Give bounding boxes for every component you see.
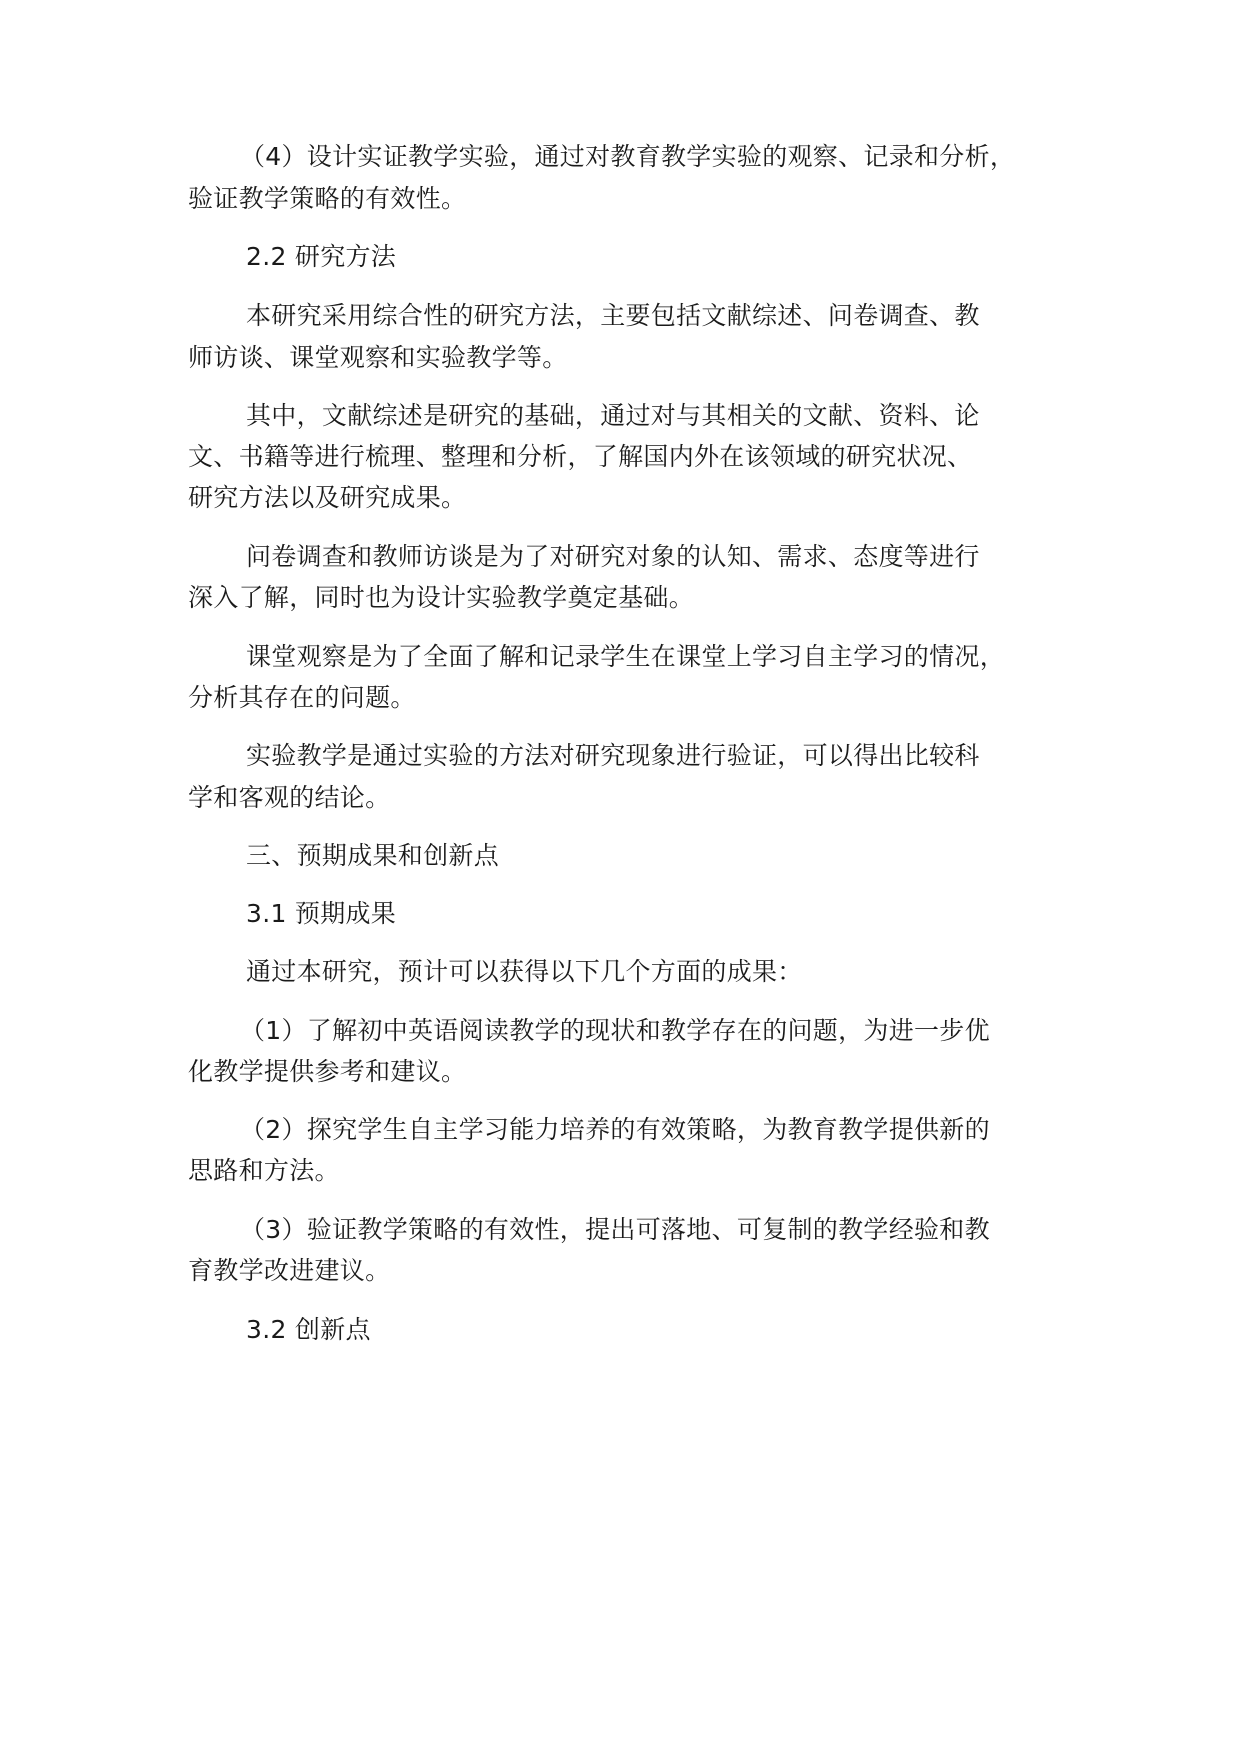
paragraph-line: （3）验证教学策略的有效性，提出可落地、可复制的教学经验和教 — [240, 1215, 990, 1244]
paragraph-line: （1）了解初中英语阅读教学的现状和教学存在的问题，为进一步优 — [240, 1016, 990, 1045]
paragraph-line: （2）探究学生自主学习能力培养的有效策略，为教育教学提供新的 — [240, 1115, 990, 1144]
paragraph-line: 问卷调查和教师访谈是为了对研究对象的认知、需求、态度等进行 — [246, 542, 980, 571]
section-heading: 三、预期成果和创新点 — [246, 841, 500, 870]
section-heading: 3.2 创新点 — [246, 1315, 371, 1344]
paragraph-line: 课堂观察是为了全面了解和记录学生在课堂上学习自主学习的情况， — [246, 642, 1006, 671]
paragraph-line: 文、书籍等进行梳理、整理和分析，了解国内外在该领域的研究状况、 — [188, 442, 973, 471]
paragraph-line: 通过本研究，预计可以获得以下几个方面的成果： — [246, 957, 803, 986]
section-heading: 2.2 研究方法 — [246, 242, 397, 271]
paragraph-line: 育教学改进建议。 — [188, 1256, 391, 1285]
paragraph-line: 深入了解，同时也为设计实验教学奠定基础。 — [188, 583, 695, 612]
paragraph-line: 实验教学是通过实验的方法对研究现象进行验证，可以得出比较科 — [246, 741, 980, 770]
section-heading: 3.1 预期成果 — [246, 899, 397, 928]
paragraph-line: 思路和方法。 — [188, 1156, 340, 1185]
paragraph-line: 其中，文献综述是研究的基础，通过对与其相关的文献、资料、论 — [246, 401, 980, 430]
paragraph-line: 验证教学策略的有效性。 — [188, 184, 467, 213]
paragraph-line: 研究方法以及研究成果。 — [188, 483, 467, 512]
paragraph-line: 化教学提供参考和建议。 — [188, 1057, 467, 1086]
paragraph-line: 学和客观的结论。 — [188, 783, 391, 812]
paragraph-line: 本研究采用综合性的研究方法，主要包括文献综述、问卷调查、教 — [246, 301, 980, 330]
paragraph-line: 分析其存在的问题。 — [188, 683, 416, 712]
paragraph-line: （4）设计实证教学实验，通过对教育教学实验的观察、记录和分析， — [240, 142, 1016, 171]
paragraph-line: 师访谈、课堂观察和实验教学等。 — [188, 343, 568, 372]
